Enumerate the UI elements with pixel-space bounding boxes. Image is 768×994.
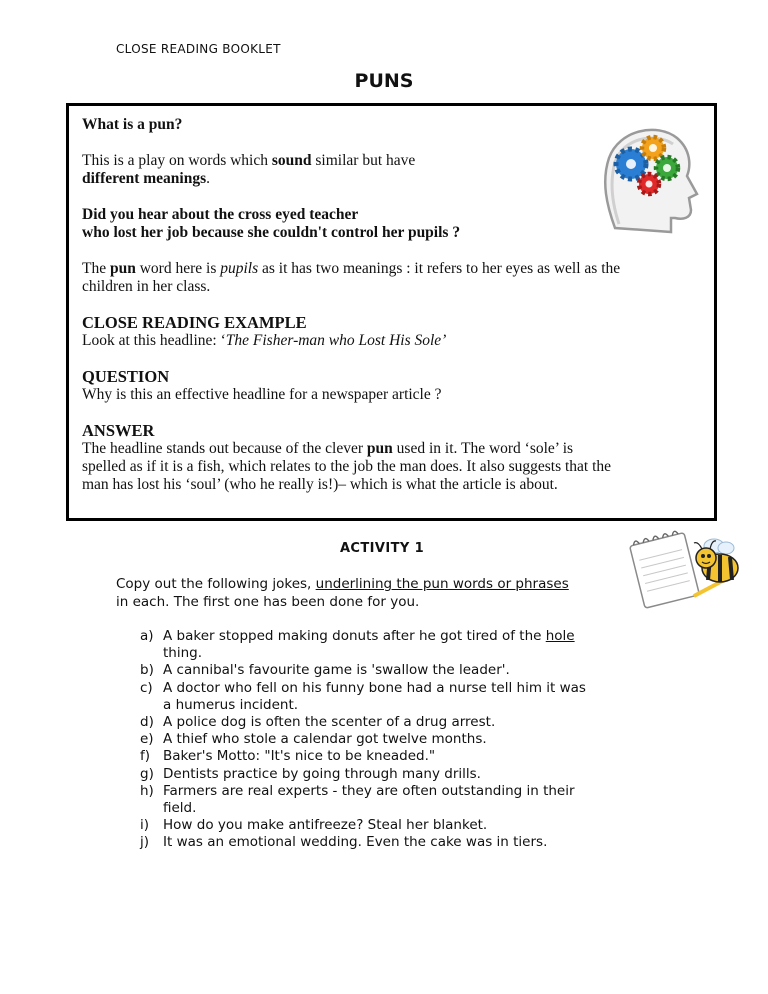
joke-label: b) (140, 662, 154, 679)
joke-item (140, 783, 660, 817)
gear-orange-icon (642, 137, 664, 159)
joke-text: A thief who stole a calendar got twelve months. (163, 731, 487, 748)
joke-text: A baker stopped making donuts after he got tired of the (163, 628, 546, 644)
joke-text: Dentists practice by going through many drills. (163, 765, 481, 782)
jokes-list (140, 628, 660, 852)
joke-text-continued: field. (163, 800, 197, 817)
activity-instructions: Copy out the following jokes, underlining the pun words or phrases in each. The first one has been done for you. (116, 576, 569, 610)
joke-label: h) (140, 782, 154, 799)
joke-label: a) (140, 628, 154, 644)
joke-text: How do you make antifreeze? Steal her blanket. (163, 817, 488, 834)
joke-text: A cannibal's favourite game is 'swallow the leader'. (163, 662, 510, 679)
joke-label: e) (140, 731, 154, 748)
bee-notepad-icon (628, 528, 748, 610)
joke-label: c) (140, 679, 153, 696)
joke-item (140, 817, 660, 834)
example-heading: CLOSE READING EXAMPLE (82, 313, 307, 332)
joke-item (140, 731, 660, 748)
joke-item (140, 628, 660, 662)
joke-text: Baker's Motto: "It's nice to be kneaded." (163, 748, 436, 765)
joke-text: Farmers are real experts - they are often outstanding in their (163, 782, 575, 799)
example-headline: Look at this headline: ‘The Fisher-man who Lost His Sole’ (82, 332, 447, 349)
joke-label: j) (140, 834, 150, 851)
joke-label: i) (140, 817, 150, 834)
joke-item (140, 748, 660, 765)
pun-info-box (66, 103, 717, 521)
gear-green-icon (656, 157, 678, 179)
definition: This is a play on words which sound similar but have different meanings. (82, 152, 416, 187)
joke-item (140, 766, 660, 783)
example-joke: Did you hear about the cross eyed teacher who lost her job because she couldn't control her pupils ? (82, 206, 461, 241)
booklet-header: CLOSE READING BOOKLET (116, 42, 281, 56)
joke-item (140, 834, 660, 851)
head-gears-icon (597, 120, 701, 238)
joke-text-continued: thing. (163, 645, 203, 662)
joke-label: g) (140, 765, 154, 782)
activity-title: ACTIVITY 1 (339, 541, 425, 556)
joke-text: A police dog is often the scenter of a drug arrest. (163, 714, 496, 731)
joke-label: f) (140, 748, 151, 765)
joke-item (140, 680, 660, 714)
joke-text: It was an emotional wedding. Even the cake was in tiers. (163, 834, 548, 851)
question-text: Why is this an effective headline for a newspaper article ? (82, 386, 442, 403)
joke-label: d) (140, 714, 154, 731)
page-title: PUNS (354, 70, 414, 92)
what-heading: What is a pun? (82, 116, 183, 133)
joke-text-continued: a humerus incident. (163, 696, 299, 713)
joke-text: A doctor who fell on his funny bone had a nurse tell him it was (163, 679, 586, 696)
joke-item (140, 662, 660, 679)
answer-text: The headline stands out because of the clever pun used in it. The word ‘sole’ is spelled as if it is a fish, which relates to the job the man does. It also suggests that the man has lost his ‘soul’ (who he really is!)– which is what the article is about. (82, 440, 612, 493)
question-heading: QUESTION (82, 367, 170, 386)
pun-explanation: The pun word here is pupils as it has two meanings : it refers to her eyes as well as the children in her class. (82, 260, 621, 295)
gear-red-icon (639, 174, 659, 194)
pun-word-underlined: hole (545, 628, 575, 644)
joke-item (140, 714, 660, 731)
answer-heading: ANSWER (82, 421, 155, 440)
